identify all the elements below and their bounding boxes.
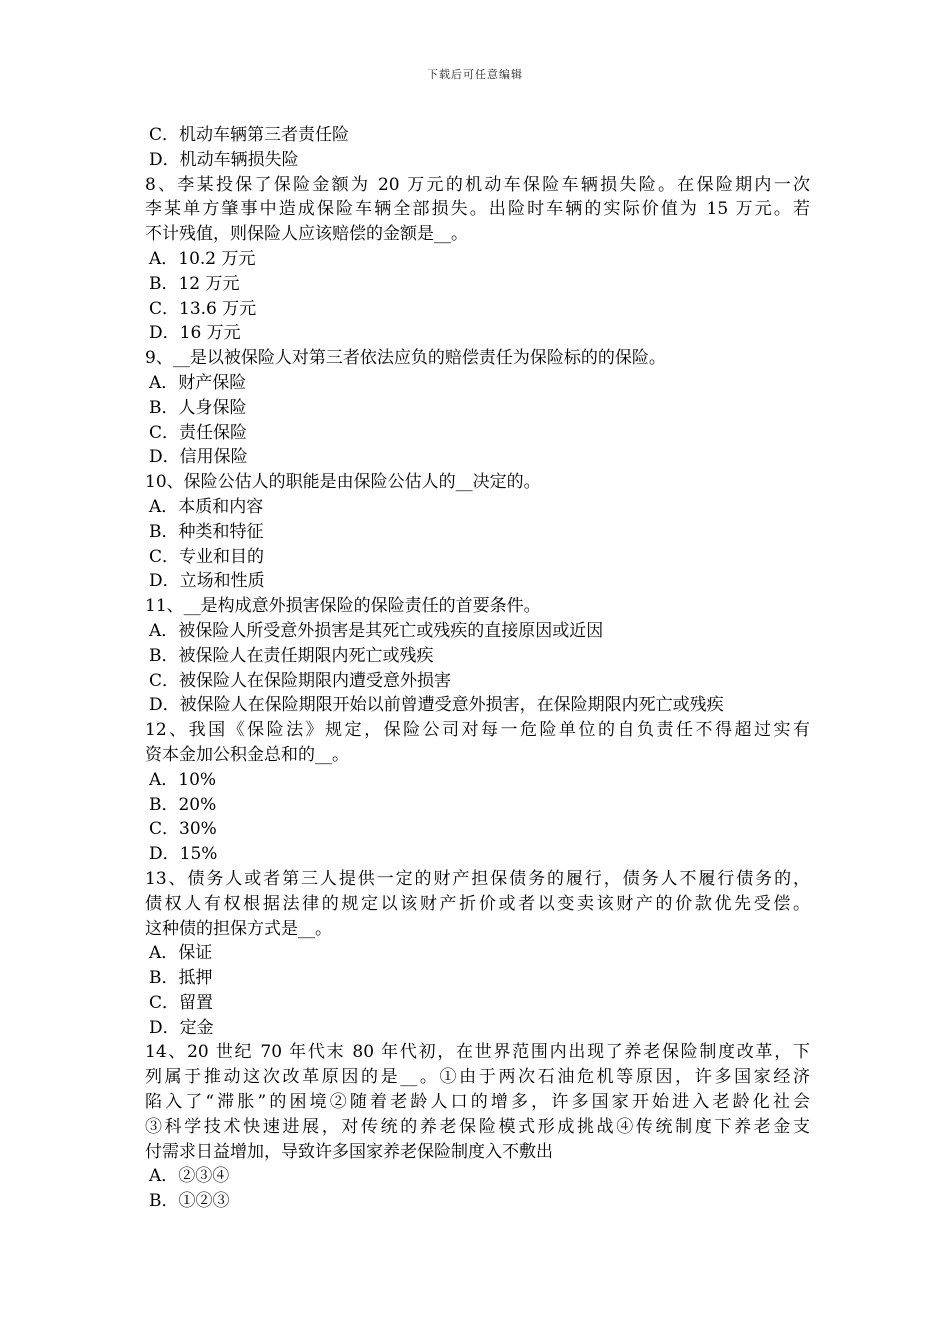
option-line: B．①②③ xyxy=(149,1191,230,1212)
option-line: D．定金 xyxy=(149,1017,214,1038)
question-line: ③科学技术快速进展，对传统的养老保险模式形成挑战④传统制度下养老金支 xyxy=(145,1116,810,1137)
option-line: A．被保险人所受意外损害是其死亡或残疾的直接原因或近因 xyxy=(149,620,604,641)
question-line: 12、我国《保险法》规定，保险公司对每一危险单位的自负责任不得超过实有 xyxy=(145,720,810,741)
question-line: 8、李某投保了保险金额为 20 万元的机动车保险车辆损失险。在保险期内一次 xyxy=(145,174,810,195)
option-line: C．30% xyxy=(149,819,217,840)
question-line: 10、保险公估人的职能是由保险公估人的__决定的。 xyxy=(145,472,541,493)
option-line: D．15% xyxy=(149,844,218,865)
option-line: D．信用保险 xyxy=(149,447,248,468)
option-line: B．人身保险 xyxy=(149,397,247,418)
page-header-note: 下载后可任意编辑 xyxy=(427,68,523,81)
question-line: 李某单方肇事中造成保险车辆全部损失。出险时车辆的实际价值为 15 万元。若 xyxy=(145,199,810,220)
question-line: 不计残值，则保险人应该赔偿的金额是__。 xyxy=(145,224,468,245)
question-line: 这种债的担保方式是__。 xyxy=(145,918,332,939)
question-line: 13、债务人或者第三人提供一定的财产担保债务的履行，债务人不履行债务的， xyxy=(145,868,810,889)
question-line: 资本金加公积金总和的__。 xyxy=(145,744,349,765)
option-line: C．留置 xyxy=(149,992,214,1013)
question-line: 付需求日益增加，导致许多国家养老保险制度入不敷出 xyxy=(145,1141,553,1162)
option-line: B．被保险人在责任期限内死亡或残疾 xyxy=(149,645,434,666)
option-line: D．立场和性质 xyxy=(149,571,265,592)
question-line: 11、__是构成意外损害保险的保险责任的首要条件。 xyxy=(145,596,541,617)
document-body xyxy=(145,123,810,1214)
question-line: 列属于推动这次改革原因的是__。①由于两次石油危机等原因，许多国家经济 xyxy=(145,1067,810,1088)
option-line: C．13.6 万元 xyxy=(149,298,257,319)
option-line: D．16 万元 xyxy=(149,323,241,344)
option-line: D．被保险人在保险期限开始以前曾遭受意外损害，在保险期限内死亡或残疾 xyxy=(149,695,724,716)
question-line: 14、20 世纪 70 年代末 80 年代初，在世界范围内出现了养老保险制度改革，下 xyxy=(145,1042,810,1063)
question-line: 9、__是以被保险人对第三者依法应负的赔偿责任为保险标的的保险。 xyxy=(145,348,666,369)
option-line: A．10% xyxy=(149,769,217,790)
option-line: C．责任保险 xyxy=(149,422,248,443)
option-line: A．10.2 万元 xyxy=(149,248,256,269)
option-line: B．抵押 xyxy=(149,968,213,989)
option-line: B．种类和特征 xyxy=(149,521,264,542)
option-line: A．本质和内容 xyxy=(149,496,264,517)
question-line: 债权人有权根据法律的规定以该财产折价或者以变卖该财产的价款优先受偿。 xyxy=(145,893,810,914)
option-line: A．财产保险 xyxy=(149,372,247,393)
option-line: C．专业和目的 xyxy=(149,546,265,567)
option-line: B．20% xyxy=(149,794,217,815)
option-line: C．机动车辆第三者责任险 xyxy=(149,125,350,145)
option-line: D．机动车辆损失险 xyxy=(149,149,299,170)
question-line: 陷入了“滞胀”的困境②随着老龄人口的增多，许多国家开始进入老龄化社会 xyxy=(145,1092,810,1113)
option-line: A．保证 xyxy=(149,943,213,964)
option-line: A．②③④ xyxy=(149,1166,230,1187)
option-line: C．被保险人在保险期限内遭受意外损害 xyxy=(149,670,452,691)
option-line: B．12 万元 xyxy=(149,273,240,294)
